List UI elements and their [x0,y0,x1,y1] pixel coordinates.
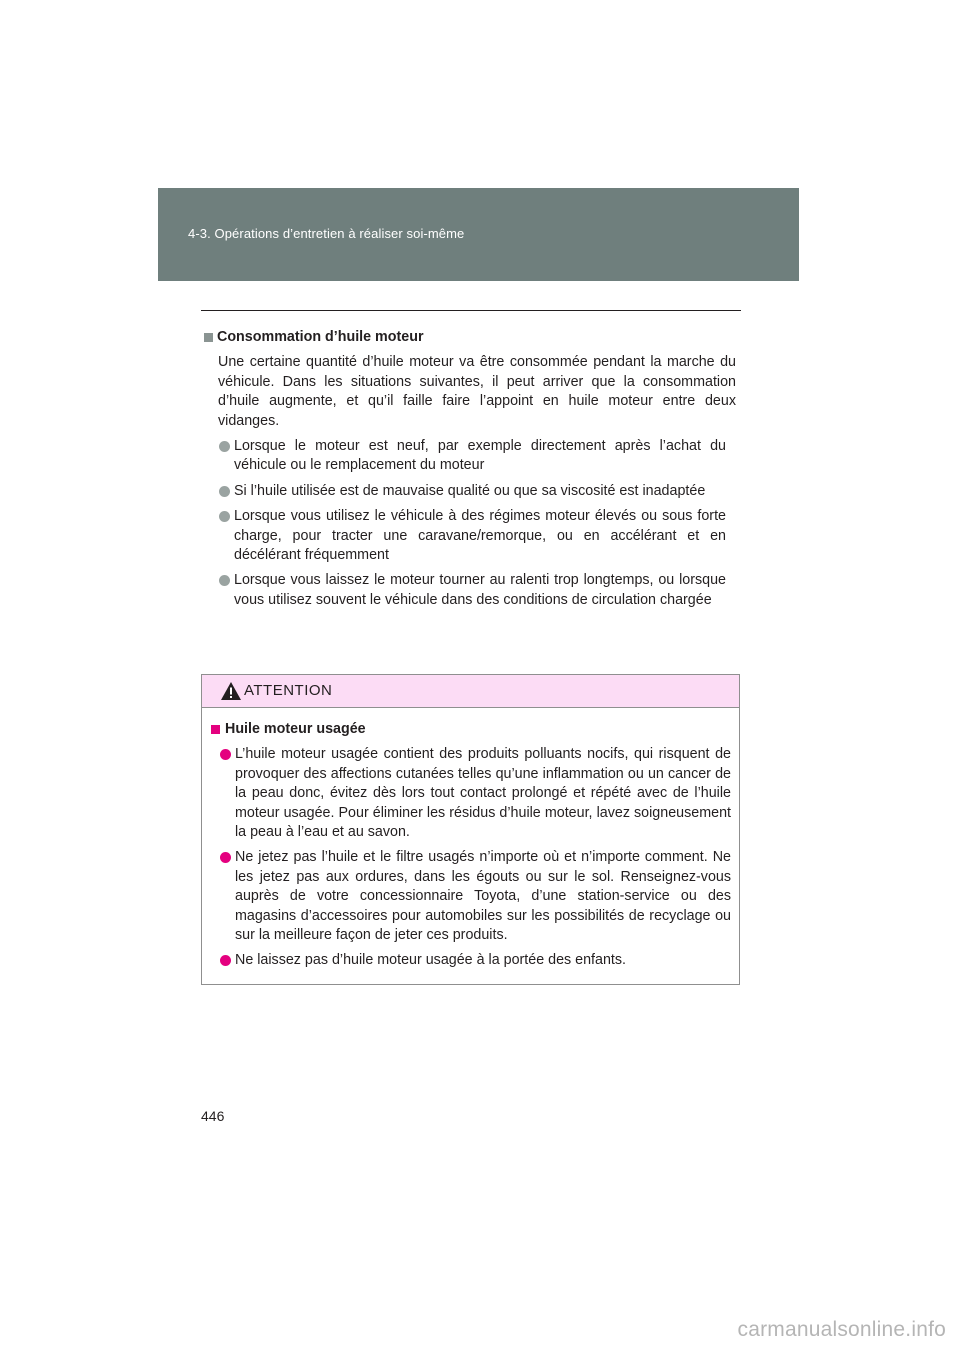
square-bullet-icon [211,725,220,734]
section-heading [201,328,736,347]
list-item [218,482,736,501]
page-number: 446 [201,1108,225,1124]
list-item [218,571,736,610]
list-item [219,745,731,842]
circle-bullet-icon [220,955,231,966]
oil-consumption-section [201,328,736,610]
list-item-text: Lorsque vous utilisez le véhicule à des régimes moteur élevés ou sous forte charge, pour tracter une caravane/remorque, ou en accélérant et en décélérant fréquemment [234,508,726,564]
circle-bullet-icon [220,852,231,863]
list-item-text: Lorsque vous laissez le moteur tourner au ralenti trop longtemps, ou lorsque vous utilisez souvent le véhicule dans des conditions de circulation chargée [234,572,726,608]
circle-bullet-icon [219,441,230,452]
section-divider [201,310,741,311]
circle-bullet-icon [219,575,230,586]
list-item [219,951,731,970]
list-item-text: Si l’huile utilisée est de mauvaise qualité ou que sa viscosité est inadaptée [234,482,706,499]
warning-box [201,674,740,985]
list-item [218,507,736,565]
square-bullet-icon [204,333,213,342]
warning-heading [209,720,731,739]
warning-heading-text: Huile moteur usagée [225,721,366,737]
list-item [219,848,731,945]
chapter-title: 4-3. Opérations d’entretien à réaliser soi-même [188,226,465,241]
list-item [218,437,736,476]
section-heading-text: Consommation d’huile moteur [217,329,424,345]
list-item-text: Ne laissez pas d’huile moteur usagée à la portée des enfants. [235,952,627,969]
circle-bullet-icon [220,749,231,760]
list-item-text: Lorsque le moteur est neuf, par exemple directement après l’achat du véhicule ou le remplacement du moteur [234,438,726,474]
circle-bullet-icon [219,511,230,522]
warning-header [202,675,739,708]
circle-bullet-icon [219,486,230,497]
list-item-text: Ne jetez pas l’huile et le filtre usagés n’importe où et n’importe comment. Ne les jetez pas aux ordures, dans les égouts ou sur le sol. Renseignez-vous auprès de votre concessionnaire Toyota, d’une station-service ou des magasins d’accessoires pour automobiles sur les possibilités de recyclage ou sur la meilleure façon de jeter ces produits. [235,849,731,944]
chapter-header-band [158,188,799,281]
watermark: carmanualsonline.info [737,1318,946,1341]
warning-label: ATTENTION [244,682,333,699]
section-intro: Une certaine quantité d’huile moteur va être consommée pendant la marche du véhicule. Dans les situations suivantes, il peut arriver que la consommation d’huile augmente, et qu’il faille faire l’appoint en huile moteur entre deux vidanges. [218,354,736,429]
warning-triangle-icon [220,681,242,701]
warning-body [202,708,739,971]
list-item-text: L’huile moteur usagée contient des produits polluants nocifs, qui risquent de provoquer des affections cutanées telles qu’une inflammation ou un cancer de la peau donc, évitez dès lors tout contact prolongé et répété avec de l’huile moteur usagée. Pour éliminer les résidus d’huile moteur, lavez soigneusement la peau à l’eau et au savon. [235,746,731,841]
